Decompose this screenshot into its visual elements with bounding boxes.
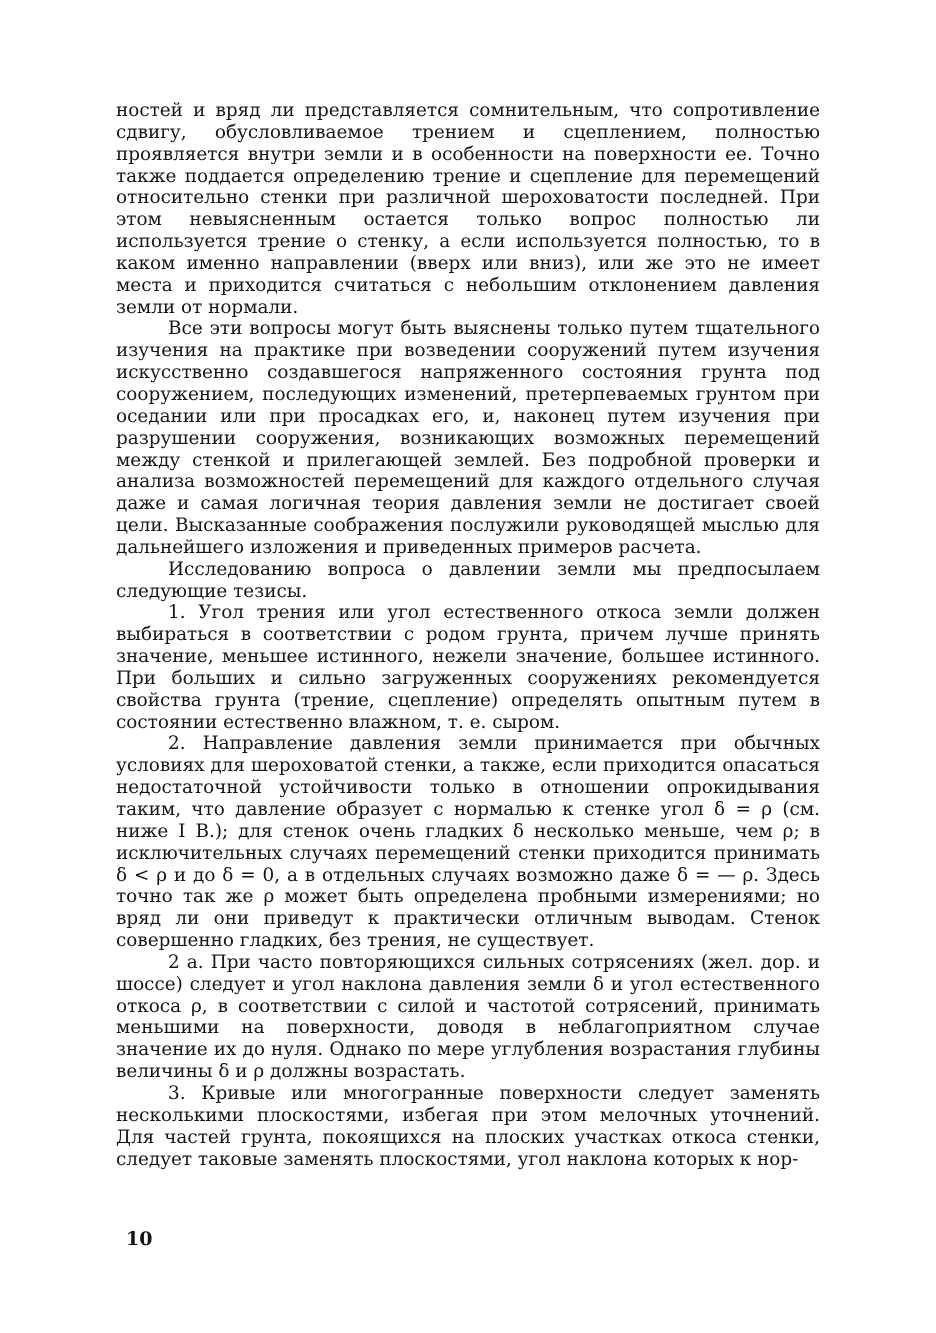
- paragraph-theses-intro: Исследованию вопроса о давлении земли мы предпосылаем следующие тезисы.: [116, 558, 820, 602]
- body-text: [116, 100, 820, 1170]
- paragraph-thesis-2a: 2 а. При часто повторяющихся сильных сотрясениях (жел. дор. и шоссе) следует и угол наклона давления земли δ и угол естественного откоса ρ, в соответствии с силой и частотой сотрясений, принимать меньшими на поверхности, доводя в неблагоприятном случае значение их до нуля. Однако по мере углубления возрастания глубины величины δ и ρ должны возрастать.: [116, 951, 820, 1083]
- paragraph-thesis-2: 2. Направление давления земли принимается при обычных условиях для шероховатой стенки, а также, если приходится опасаться недостаточной устойчивости только в отношении опрокидывания таким, что давление образует с нормалью к стенке угол δ = ρ (см. ниже I В.); для стенок очень гладких δ несколько меньше, чем ρ; в исключительных случаях перемещений стенки приходится принимать δ < ρ и до δ = 0, а в отдельных случаях возможно даже δ = — ρ. Здесь точно так же ρ может быть определена пробными измерениями; но вряд ли они приведут к практически отличным выводам. Стенок совершенно гладких, без трения, не существует.: [116, 733, 820, 952]
- paragraph-thesis-3: 3. Кривые или многогранные поверхности следует заменять несколькими плоскостями, избегая при этом мелочных уточнений. Для частей грунта, покоящихся на плоских участках откоса стенки, следует таковые заменять плоскостями, угол наклона которых к нор-: [116, 1082, 820, 1170]
- paragraph-continuation: ностей и вряд ли представляется сомнительным, что сопротивление сдвигу, обусловливаемое трением и сцеплением, полностью проявляется внутри земли и в особенности на поверхности ее. Точно также поддается определению трение и сцепление для перемещений относительно стенки при различной шероховатости последней. При этом невыясненным остается только вопрос полностью ли используется трение о стенку, а если используется полностью, то в каком именно направлении (вверх или вниз), или же это не имеет места и приходится считаться с небольшим отклонением давления земли от нормали.: [116, 100, 820, 318]
- paragraph-thesis-1: 1. Угол трения или угол естественного откоса земли должен выбираться в соответствии с родом грунта, причем лучше принять значение, меньшее истинного, нежели значение, большее истинного. При больших и сильно загруженных сооружениях рекомендуется свойства грунта (трение, сцепление) определять опытным путем в состоянии естественно влажном, т. е. сыром.: [116, 602, 820, 733]
- paragraph-questions: Все эти вопросы могут быть выяснены только путем тщательного изучения на практике при возведении сооружений путем изучения искусственно создавшегося напряженного состояния грунта под сооружением, последующих изменений, претерпеваемых грунтом при оседании или при просадках его, и, наконец путем изучения при разрушении сооружения, возникающих возможных перемещений между стенкой и прилегающей землей. Без подробной проверки и анализа возможностей перемещений для каждого отдельного случая даже и самая логичная теория давления земли не достигает своей цели. Высказанные соображения послужили руководящей мыслью для дальнейшего изложения и приведенных примеров расчета.: [116, 318, 820, 558]
- page-number: 10: [126, 1228, 153, 1250]
